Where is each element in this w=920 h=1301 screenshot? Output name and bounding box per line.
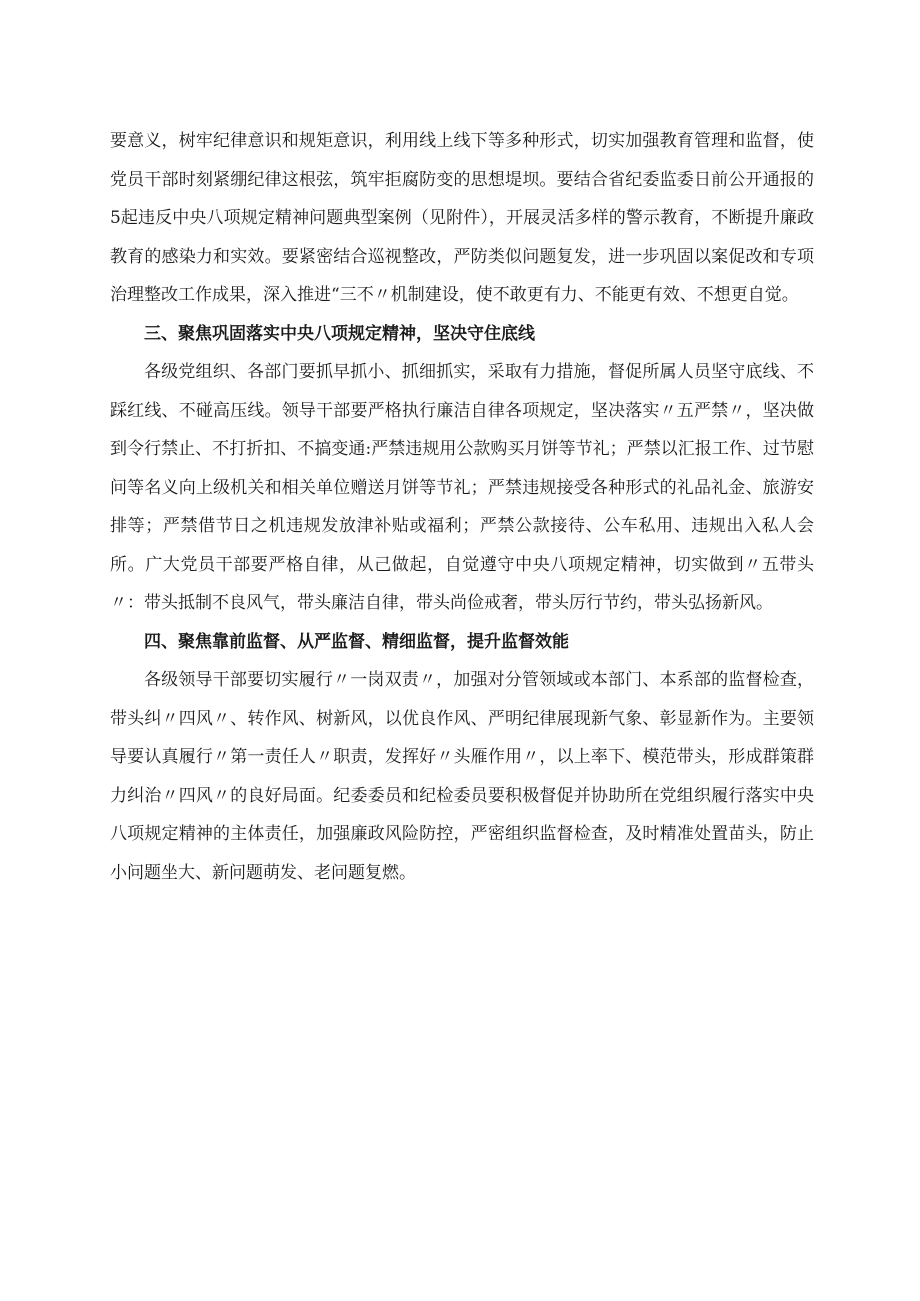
body-paragraph-2: 各级党组织、各部门要抓早抓小、抓细抓实，采取有力措施，督促所属人员坚守底线、不踩红线、不碰高压线。领导干部要严格执行廉洁自律各项规定，坚决落实〃五严禁〃，坚决做到令行禁止、不打折扣、不搞变通:严禁违规用公款购买月饼等节礼；严禁以汇报工作、过节慰问等名义向上级机关和相关单位赠送月饼等节礼；严禁违规接受各种形式的礼品礼金、旅游安排等；严禁借节日之机违规发放津补贴或福利；严禁公款接待、公车私用、违规出入私人会所。广大党员干部要严格自律，从己做起，自觉遵守中央八项规定精神，切实做到〃五带头〃：带头抵制不良风气，带头廉洁自律，带头尚俭戒奢，带头厉行节约，带头弘扬新风。 [110,362,814,613]
document-page [110,122,814,892]
body-paragraph-1: 要意义，树牢纪律意识和规矩意识，利用线上线下等多种形式，切实加强教育管理和监督，使党员干部时刻紧绷纪律这根弦，筑牢拒腐防变的思想堤坝。要结合省纪委监委日前公开通报的5起违反中央八项规定精神问题典型案例（见附件），开展灵活多样的警示教育，不断提升廉政教育的感染力和实效。要紧密结合巡视整改，严防类似问题复发，进一步巩固以案促改和专项治理整改工作成果，深入推进“三不〃机制建设，使不敢更有力、不能更有效、不想更自觉。 [110,131,814,305]
section-heading-4: 四、聚焦靠前监督、从严监督、精细监督，提升监督效能 [144,631,569,652]
section-heading-3: 三、聚焦巩固落实中央八项规定精神，坚决守住底线 [144,323,535,344]
body-paragraph-3: 各级领导干部要切实履行〃一岗双责〃，加强对分管领域或本部门、本系部的监督检查，带头纠〃四风〃、转作风、树新风，以优良作风、严明纪律展现新气象、彰显新作为。主要领导要认真履行〃第一责任人〃职责，发挥好〃头雁作用〃，以上率下、模范带头，形成群策群力纠治〃四风〃的良好局面。纪委委员和纪检委员要积极督促并协助所在党组织履行落实中央八项规定精神的主体责任，加强廉政风险防控，严密组织监督检查，及时精准处置苗头，防止小问题坐大、新问题萌发、老问题复燃。 [110,670,814,883]
